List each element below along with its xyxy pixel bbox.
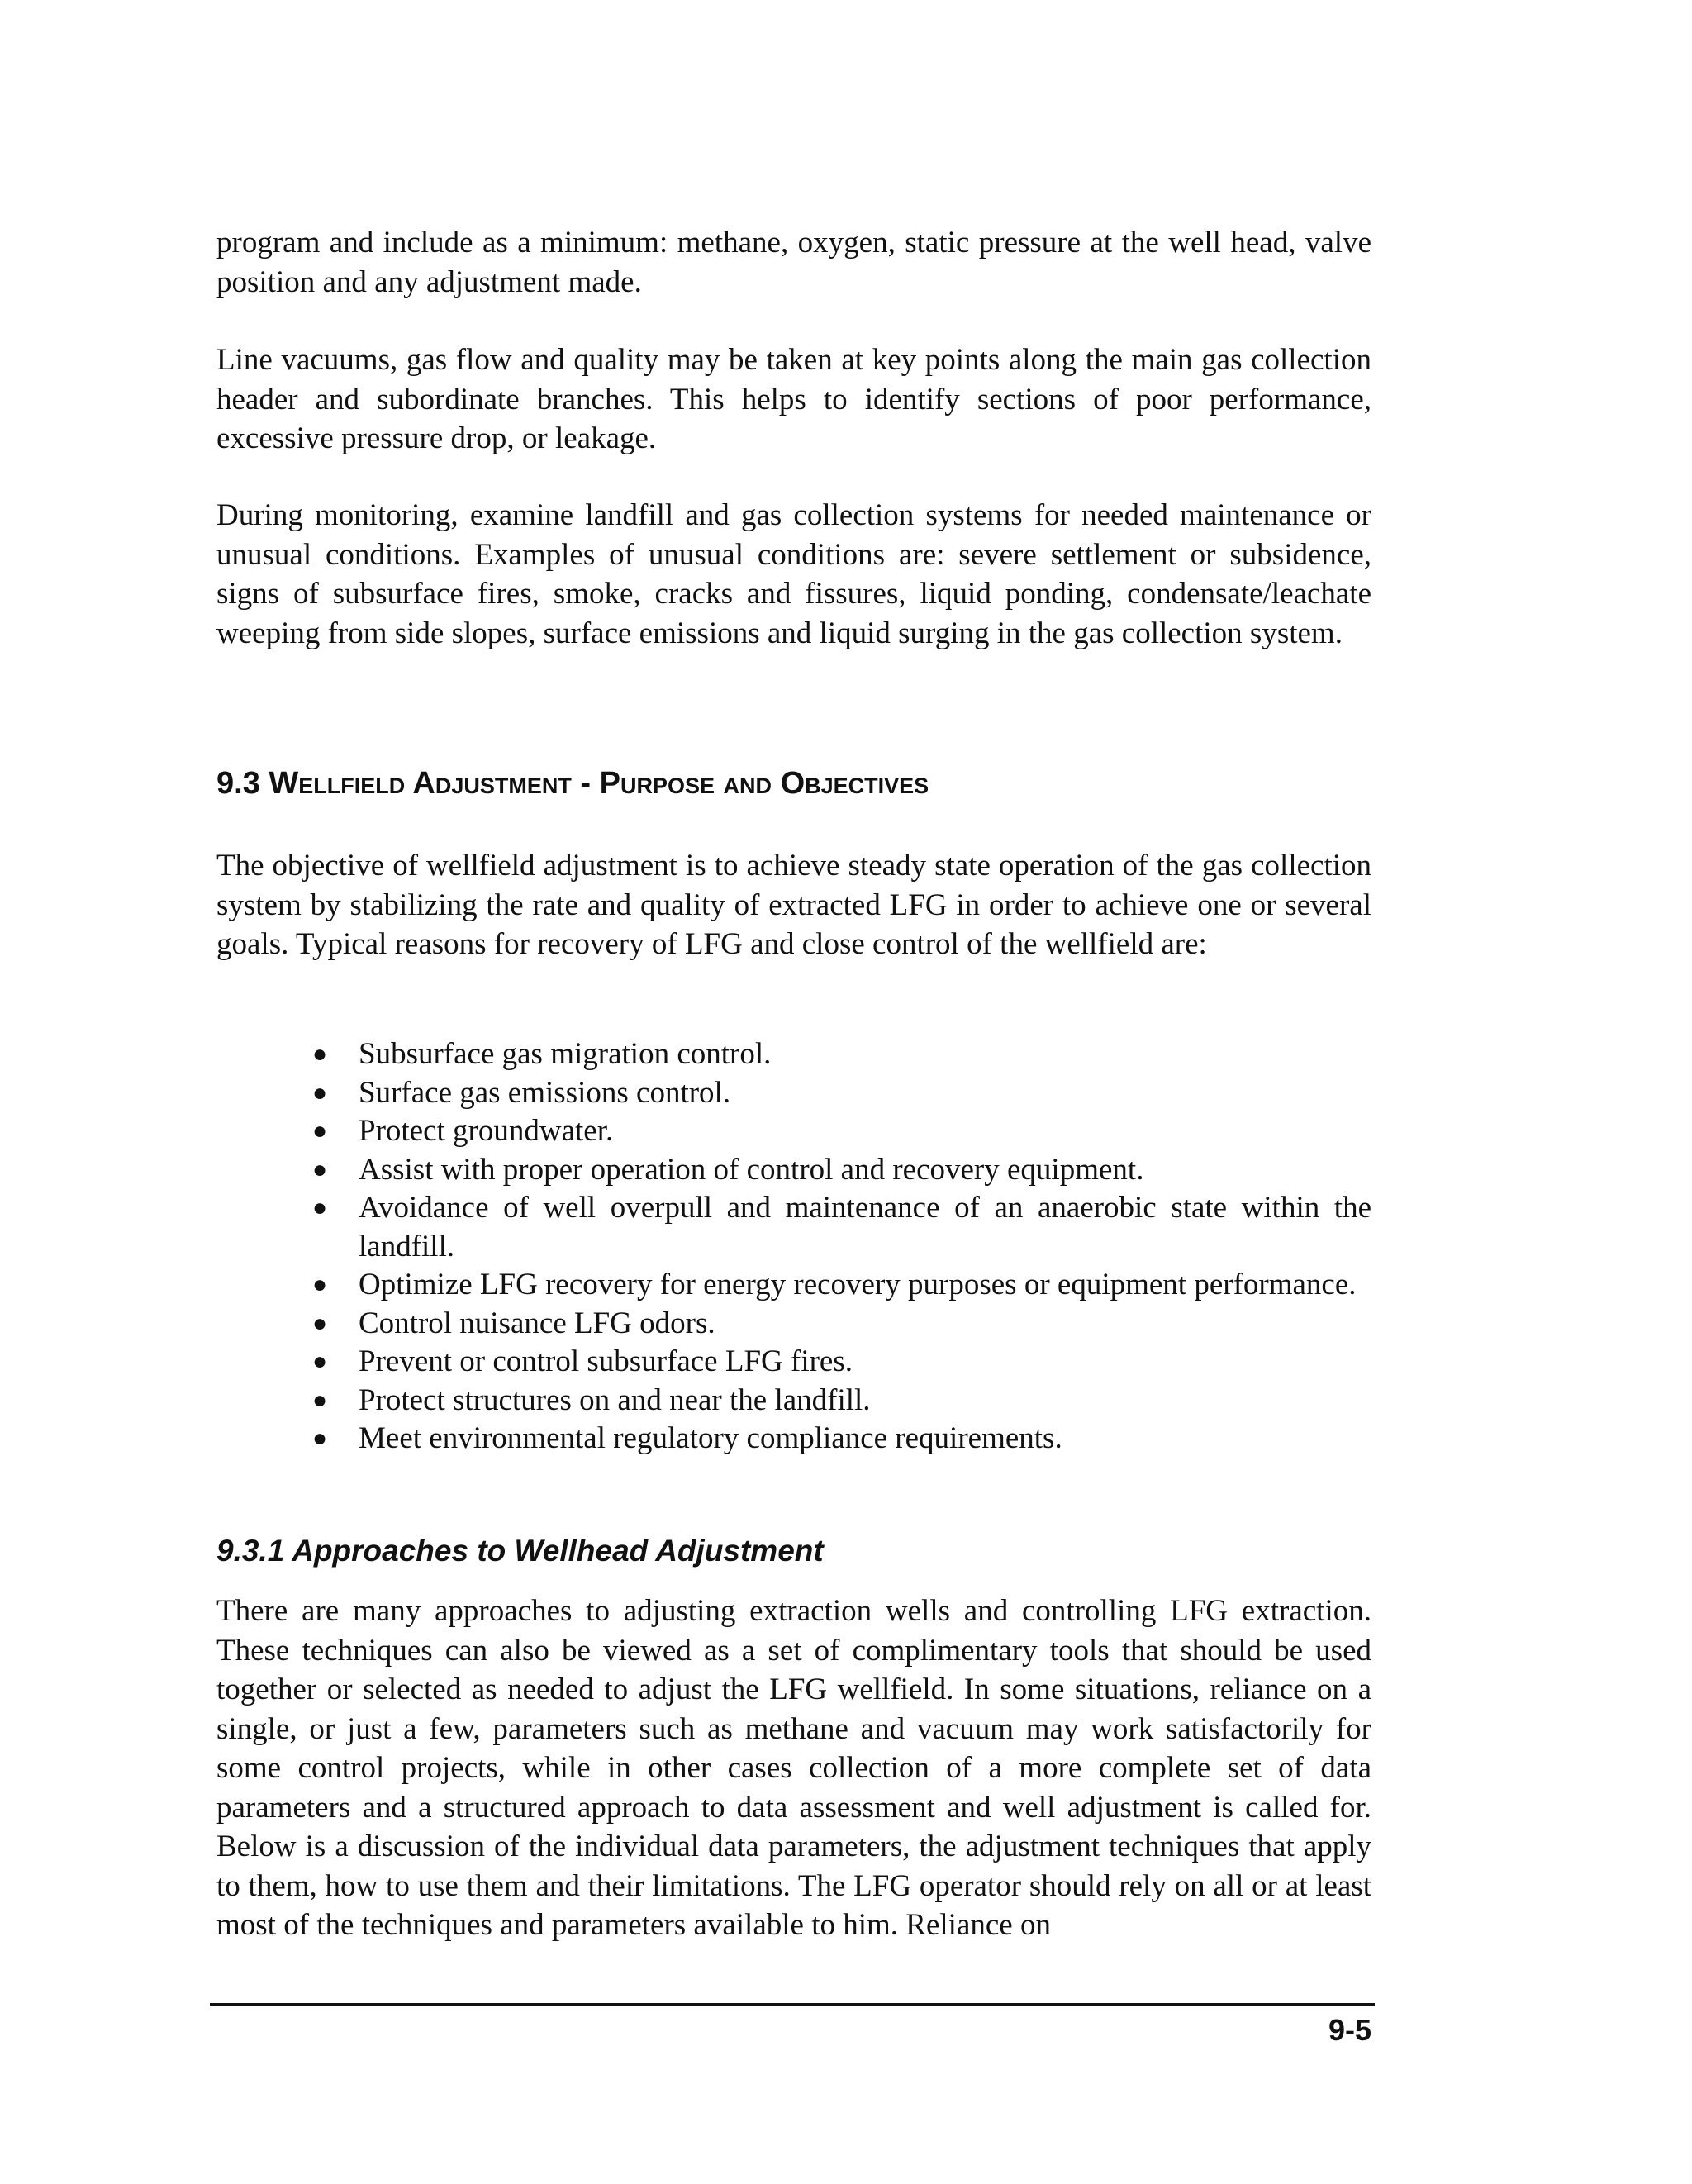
list-item-text: Subsurface gas migration control. [359, 1037, 772, 1071]
subsection-number: 9.3.1 [216, 1534, 285, 1568]
list-item [306, 1343, 1371, 1382]
list-item-text: Surface gas emissions control. [359, 1075, 731, 1110]
bullet-icon: ● [312, 1425, 328, 1452]
list-item-text: Prevent or control subsurface LFG fires. [359, 1344, 853, 1378]
list-item-text: Protect structures on and near the landfill. [359, 1382, 871, 1417]
paragraph-wellfield-objective: The objective of wellfield adjustment is to achieve steady state operation of the gas collection system by stabilizing the rate and quality of extracted LFG in order to achieve one or several goals. Typical reasons for recovery of LFG and close control of the wellfield are: [216, 849, 1371, 961]
paragraph-adjustment-approaches: There are many approaches to adjusting extraction wells and controlling LFG extraction. These techniques can also be viewed as a set of complimentary tools that should be used together or selected as needed to adjust the LFG wellfield. In some situations, reliance on a single, or just a few, parameters such as methane and vacuum may work satisfactorily for some control projects, while in other cases collection of a more complete set of data parameters and a structured approach to data assessment and well adjustment is called for. Below is a discussion of the individual data parameters, the adjustment techniques that apply to them, how to use them and their limitations. The LFG operator should rely on all or at least most of the techniques and parameters available to him. Reliance on [216, 1594, 1371, 1942]
bullet-icon: ● [312, 1386, 328, 1414]
list-item [306, 1189, 1371, 1266]
list-item [306, 1074, 1371, 1113]
bullet-icon: ● [312, 1271, 328, 1298]
bullet-icon: ● [312, 1040, 328, 1068]
bullet-icon: ● [312, 1117, 328, 1144]
paragraph-unusual-conditions: During monitoring, examine landfill and gas collection systems for needed maintenance or unusual conditions. Examples of unusual conditions are: severe settlement or subsidence, signs of subsurface fires, smoke, cracks and fissures, liquid ponding, condensate/leachate weeping from side slopes, surface emissions and liquid surging in the gas collection system. [216, 498, 1371, 650]
paragraph-monitoring-minimum: program and include as a minimum: methane, oxygen, static pressure at the well head, valve position and any adjustment made. [216, 226, 1371, 299]
subsection-title: Approaches to Wellhead Adjustment [292, 1534, 824, 1568]
bullet-icon: ● [312, 1155, 328, 1183]
list-item-text: Optimize LFG recovery for energy recovery purposes or equipment performance. [359, 1268, 1357, 1301]
list-item-text: Assist with proper operation of control and recovery equipment. [359, 1152, 1144, 1187]
list-item [306, 1035, 1371, 1074]
page-number: 9-5 [1328, 2013, 1371, 2047]
list-item-text: Meet environmental regulatory compliance requirements. [359, 1421, 1062, 1455]
bullet-icon: ● [312, 1309, 328, 1337]
list-item [306, 1420, 1371, 1458]
list-item [306, 1305, 1371, 1344]
list-item [306, 1151, 1371, 1190]
bullet-icon: ● [312, 1078, 328, 1106]
reasons-bullet-list [306, 1035, 1371, 1458]
bullet-icon: ● [312, 1348, 328, 1375]
list-item [306, 1112, 1371, 1151]
subsection-heading-9-3-1 [216, 1534, 824, 1568]
bullet-icon: ● [312, 1194, 328, 1221]
list-item-text: Avoidance of well overpull and maintenance of an anaerobic state within the landfill. [359, 1191, 1371, 1263]
paragraph-line-vacuums: Line vacuums, gas flow and quality may be taken at key points along the main gas collection header and subordinate branches. This helps to identify sections of poor performance, excessive pressure drop, or leakage. [216, 343, 1371, 455]
list-item [306, 1266, 1371, 1305]
list-item-text: Protect groundwater. [359, 1114, 614, 1148]
footer-rule [210, 2003, 1375, 2006]
section-number: 9.3 [216, 766, 260, 801]
list-item-text: Control nuisance LFG odors. [359, 1306, 715, 1340]
section-title: Wellfield Adjustment - Purpose and Objectives [269, 766, 929, 801]
section-heading-9-3 [216, 766, 929, 802]
list-item [306, 1382, 1371, 1420]
